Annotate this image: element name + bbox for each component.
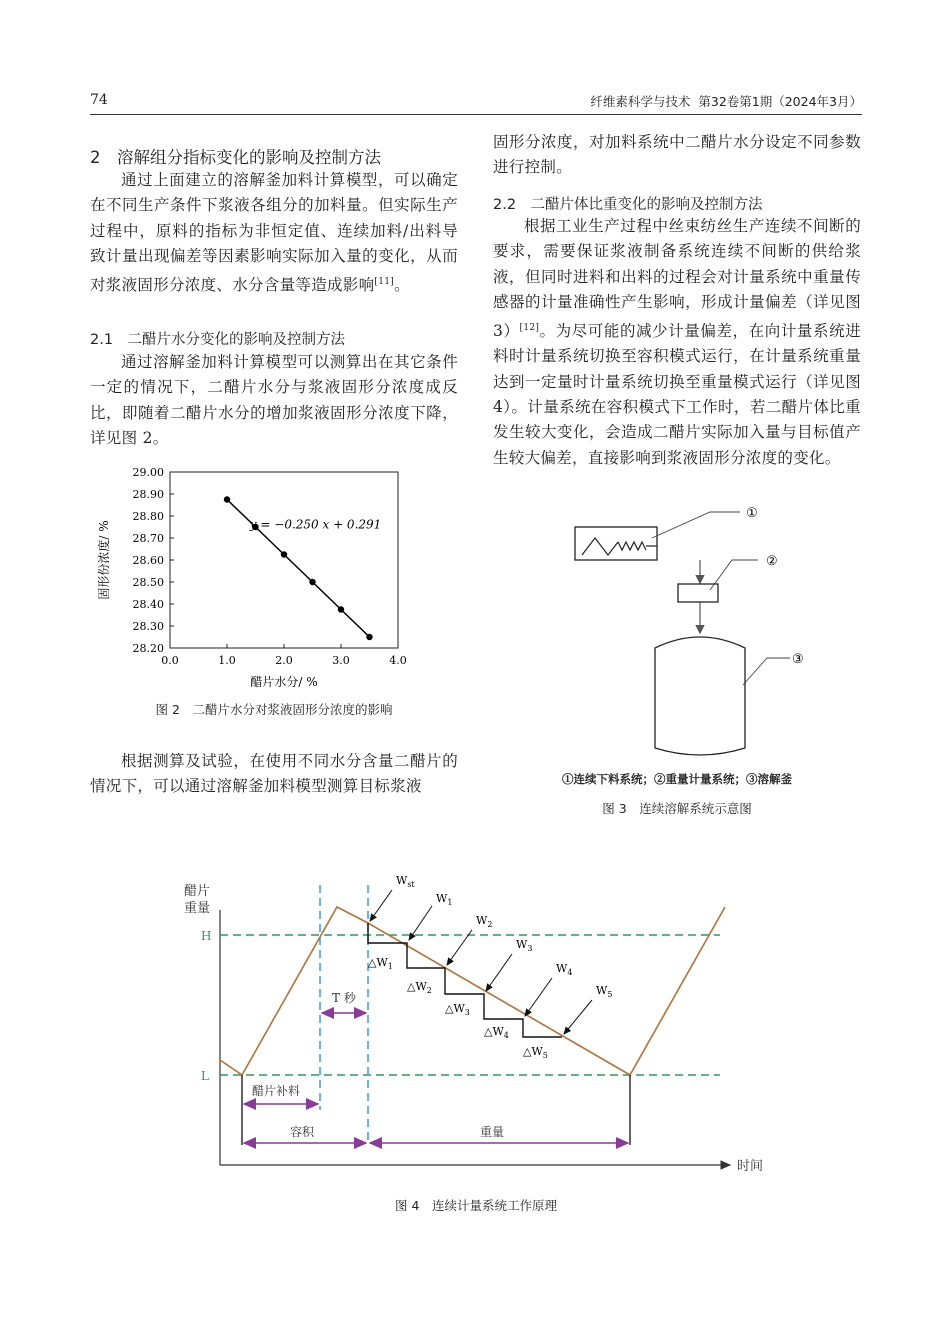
running-header — [590, 92, 862, 110]
w-label-5: $W_5$ — [596, 984, 613, 999]
x-axis-label: 醋片水分/ % — [250, 675, 318, 689]
w-label-4: $W_4$ — [556, 962, 573, 977]
y-tick-label: 29.00 — [132, 466, 164, 479]
fig3-diagram — [560, 500, 820, 780]
volume-mode-label: 容积 — [290, 1125, 315, 1139]
fig3-legend: ①连续下料系统；②重量计量系统；③溶解釜 — [562, 772, 792, 786]
y-tick-label: 28.40 — [132, 598, 164, 611]
y-tick-label: 28.90 — [132, 488, 164, 501]
y-tick-label: 28.80 — [132, 510, 164, 523]
page-number: 74 — [90, 92, 108, 108]
fig2-chart — [90, 460, 430, 695]
fig4-diagram — [170, 860, 790, 1185]
x-tick-label: 3.0 — [332, 654, 350, 667]
data-point — [366, 634, 372, 640]
section-2-2-paragraph: 根据工业生产过程中丝束纺丝生产连续不间断的要求，需要保证浆液制备系统连续不间断的供给浆液，但同时进料和出料的过程会对计量系统中重量传感器的计量准确性产生影响，形成计量偏差（详见图 3）[12]。为尽可能的减少计量偏差，在向计量系统进料时计量系统切换至容积模式运行，在计量系统重量达到一定量时计量系统切换至重量模式运行（详见图 4）。计量系统在容积模式下工作时，若二醋片体比重发生较大变化，会造成二醋片实际加入量与目标值产生较大偏差，直接影响到浆液固形分浓度的变化。 — [493, 217, 861, 467]
fit-equation: y = −0.250 x + 0.291 — [249, 517, 382, 532]
y-tick-label: 28.70 — [132, 532, 164, 545]
dw-label-5: $\triangle W_5$ — [523, 1045, 548, 1060]
y-tick-label: 28.50 — [132, 576, 164, 589]
section-2-1-title: 2.1 二醋片水分变化的影响及控制方法 — [90, 332, 346, 348]
journal-name: 纤维素科学与技术 — [590, 94, 691, 109]
section-2-2-title: 2.2 二醋片体比重变化的影响及控制方法 — [493, 197, 763, 213]
section-2-title: 2 溶解组分指标变化的影响及控制方法 — [90, 148, 381, 167]
level-high-label: H — [201, 929, 212, 943]
dw-label-4: $\triangle W_4$ — [484, 1025, 509, 1040]
dissolver-tank — [655, 637, 745, 755]
data-point — [224, 496, 230, 502]
w-label-2: $W_2$ — [476, 914, 493, 929]
x-tick-label: 4.0 — [389, 654, 407, 667]
feeder-box — [575, 527, 657, 560]
fig4-caption: 图 4 连续计量系统工作原理 — [395, 1198, 557, 1213]
x-tick-label: 1.0 — [218, 654, 236, 667]
y-tick-label: 28.20 — [132, 642, 164, 655]
x-tick-label: 0.0 — [161, 654, 179, 667]
issue-info: 第32卷第1期（2024年3月） — [698, 94, 862, 109]
data-point — [281, 551, 287, 557]
weight-curve — [220, 907, 725, 1075]
continued-paragraph: 固形分浓度，对加料系统中二醋片水分设定不同参数进行控制。 — [493, 133, 861, 177]
level-low-label: L — [201, 1069, 209, 1083]
w-label-3: $W_3$ — [516, 938, 533, 953]
plot-frame — [170, 472, 398, 648]
data-point — [338, 606, 344, 612]
svg-text:重量: 重量 — [184, 901, 211, 916]
w-label-1: $W_1$ — [436, 892, 453, 907]
header-rule — [90, 114, 862, 115]
y-tick-label: 28.30 — [132, 620, 164, 633]
dw-label-2: $\triangle W_2$ — [407, 980, 432, 995]
y-axis-label: 固形份浓度/ % — [97, 520, 111, 600]
after-fig2-paragraph: 根据测算及试验，在使用不同水分含量二醋片的情况下，可以通过溶解釜加料模型测算目标浆液 — [90, 752, 458, 796]
fig3-caption: 图 3 连续溶解系统示意图 — [602, 801, 752, 816]
fig2-caption: 图 2 二醋片水分对浆液固形分浓度的影响 — [155, 702, 393, 717]
feeder-screw — [582, 538, 618, 555]
label-3: ③ — [792, 652, 804, 667]
weight-mode-label: 重量 — [480, 1125, 505, 1139]
section-2-paragraph: 通过上面建立的溶解釜加料计算模型，可以确定在不同生产条件下浆液各组分的加料量。但实际生产过程中，原料的指标为非恒定值、连续加料/出料导致计量出现偏差等因素影响实际加入量的变化，从而对浆液固形分浓度、水分含量等造成影响[11]。 — [90, 171, 458, 294]
t-seconds-label: T 秒 — [332, 991, 356, 1005]
dw-label-3: $\triangle W_3$ — [445, 1002, 470, 1017]
dw-label-1: $\triangle W_1$ — [368, 956, 393, 971]
label-1: ① — [746, 506, 758, 521]
svg-text:醋片: 醋片 — [184, 884, 211, 899]
x-axis-label: 时间 — [737, 1159, 764, 1174]
data-point — [309, 579, 315, 585]
w-label-st: $W_{st}$ — [396, 874, 415, 889]
section-2-1-paragraph: 通过溶解釜加料计算模型可以测算出在其它条件一定的情况下，二醋片水分与浆液固形分浓度成反比，即随着二醋片水分的增加浆液固形分浓度下降，详见图 2。 — [90, 353, 458, 448]
label-2: ② — [766, 554, 778, 569]
x-tick-label: 2.0 — [275, 654, 293, 667]
refill-label: 醋片补料 — [252, 1084, 301, 1098]
y-tick-label: 28.60 — [132, 554, 164, 567]
